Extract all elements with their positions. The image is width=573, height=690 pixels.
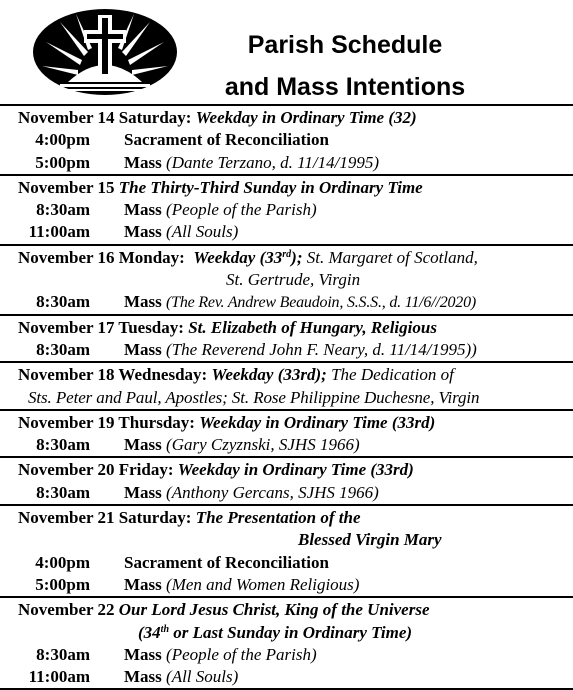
- day-section: [0, 104, 573, 174]
- day-memorial-cont: St. Gertrude, Virgin: [226, 270, 361, 290]
- day-section: [0, 504, 573, 596]
- day-heading-cont: [0, 387, 573, 409]
- day-heading: [0, 412, 573, 434]
- schedule-entry: [0, 199, 573, 221]
- day-memorial: The Dedication of: [331, 365, 454, 385]
- day-heading: [0, 177, 573, 199]
- day-memorial-cont: Sts. Peter and Paul, Apostles; St. Rose Philippine Duchesne, Virgin: [28, 387, 480, 407]
- day-heading: [0, 459, 573, 481]
- entry-time: 8:30am: [36, 435, 90, 455]
- day-heading: [0, 317, 573, 339]
- day-section: [0, 244, 573, 314]
- header: [0, 0, 573, 104]
- day-date: November 14 Saturday:: [18, 108, 192, 127]
- day-heading-cont: [0, 529, 573, 551]
- day-date: November 17 Tuesday:: [18, 317, 184, 337]
- entry-type: Sacrament of Reconciliation: [124, 130, 329, 150]
- entry-time: 8:30am: [36, 339, 90, 359]
- entry-time: 8:30am: [36, 200, 90, 220]
- schedule-entry: [0, 339, 573, 361]
- entry-type: Mass: [124, 482, 162, 502]
- entry-intention: (People of the Parish): [166, 644, 317, 664]
- day-date: November 21 Saturday:: [18, 508, 192, 528]
- schedule: [0, 104, 573, 690]
- day-feast: Weekday in Ordinary Time (33rd): [199, 412, 436, 432]
- entry-type: Mass: [124, 200, 162, 220]
- day-feast: Weekday in Ordinary Time (32): [195, 108, 417, 127]
- schedule-entry: [0, 129, 573, 151]
- day-heading: [0, 247, 573, 269]
- schedule-entry: [0, 434, 573, 456]
- schedule-entry: [0, 574, 573, 596]
- day-date: November 20 Friday:: [18, 460, 174, 480]
- entry-intention: (Gary Czyznski, SJHS 1966): [166, 435, 360, 455]
- entry-type: Mass: [124, 667, 162, 687]
- entry-type: Mass: [124, 222, 162, 242]
- day-heading: [0, 599, 573, 621]
- day-feast-end: );: [291, 247, 303, 267]
- schedule-entry: [0, 291, 573, 313]
- entry-intention: (Anthony Gercans, SJHS 1966): [166, 482, 379, 502]
- entry-time: 11:00am: [28, 667, 90, 687]
- superscript: th: [160, 623, 170, 635]
- entry-intention: (All Souls): [166, 667, 239, 687]
- entry-time: 8:30am: [36, 644, 90, 664]
- entry-time: 8:30am: [36, 482, 90, 502]
- entry-type: Mass: [124, 435, 162, 455]
- day-feast-cont: Blessed Virgin Mary: [298, 530, 442, 550]
- schedule-entry: [0, 152, 573, 174]
- day-feast: The Presentation of the: [195, 508, 361, 528]
- entry-type: Mass: [124, 574, 162, 594]
- day-heading: [0, 364, 573, 386]
- day-date: November 22: [18, 600, 115, 620]
- day-date: November 16 Monday:: [18, 247, 185, 267]
- day-section: [0, 409, 573, 457]
- day-section: [0, 174, 573, 244]
- entry-time: 8:30am: [36, 292, 90, 312]
- day-heading-cont: [0, 622, 573, 644]
- entry-time: 5:00pm: [35, 152, 90, 172]
- entry-type: Mass: [124, 644, 162, 664]
- entry-intention: (The Reverend John F. Neary, d. 11/14/1995)): [166, 339, 477, 359]
- entry-intention: (People of the Parish): [166, 200, 317, 220]
- day-heading-cont: [0, 269, 573, 291]
- entry-type: Mass: [124, 292, 162, 312]
- entry-intention: (Dante Terzano, d. 11/14/1995): [166, 152, 380, 172]
- entry-time: 5:00pm: [35, 574, 90, 594]
- day-feast: Weekday in Ordinary Time (33rd): [177, 460, 414, 480]
- day-feast: Weekday (33: [193, 247, 283, 267]
- schedule-entry: [0, 482, 573, 504]
- schedule-entry: [0, 221, 573, 243]
- day-feast-cont-end: or Last Sunday in Ordinary Time): [169, 622, 413, 642]
- day-date: November 15: [18, 177, 115, 197]
- superscript: rd: [282, 248, 292, 260]
- day-date: November 18 Wednesday:: [18, 365, 208, 385]
- page-subtitle: and Mass Intentions: [224, 73, 466, 101]
- entry-time: 11:00am: [28, 222, 90, 242]
- entry-intention: (All Souls): [166, 222, 239, 242]
- day-feast: Weekday (33rd);: [211, 365, 327, 385]
- entry-type: Mass: [124, 339, 162, 359]
- day-heading: [0, 507, 573, 529]
- page-title: Parish Schedule: [247, 31, 443, 59]
- schedule-entry: [0, 666, 573, 688]
- entry-intention: (Men and Women Religious): [166, 574, 360, 594]
- schedule-entry: [0, 552, 573, 574]
- day-date: November 19 Thursday:: [18, 412, 195, 432]
- entry-type: Sacrament of Reconciliation: [124, 552, 329, 572]
- day-section: [0, 456, 573, 504]
- day-section: [0, 314, 573, 362]
- cross-sunrise-icon: [32, 8, 178, 96]
- day-feast: The Thirty-Third Sunday in Ordinary Time: [118, 177, 423, 197]
- entry-intention: (The Rev. Andrew Beaudoin, S.S.S., d. 11/6//2020): [166, 294, 477, 312]
- day-section: [0, 361, 573, 409]
- day-heading: [0, 107, 573, 129]
- schedule-entry: [0, 644, 573, 666]
- day-feast: Our Lord Jesus Christ, King of the Universe: [118, 600, 430, 620]
- day-feast: St. Elizabeth of Hungary, Religious: [188, 317, 437, 337]
- day-memorial: St. Margaret of Scotland,: [306, 247, 478, 267]
- entry-time: 4:00pm: [35, 130, 90, 150]
- entry-type: Mass: [124, 152, 162, 172]
- entry-time: 4:00pm: [35, 552, 90, 572]
- day-feast-cont: (34: [138, 622, 161, 642]
